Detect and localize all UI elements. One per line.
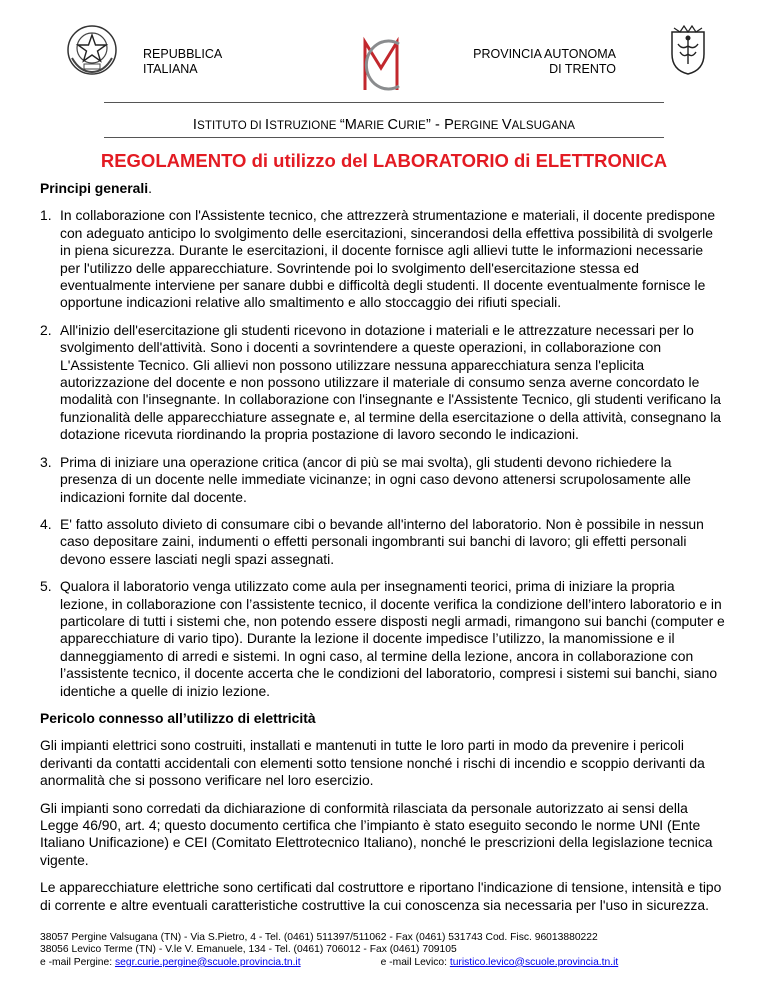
footer (40, 932, 740, 969)
list-item: 2. All'inizio dell'esercitazione gli studenti ricevono in dotazione i materiali e le attrezzature necessari per lo svolgimento dell'attività. Sono i docenti a sovrintendere a queste operazioni, in collaborazione con L'Assistente Tecnico. Gli allievi non possono utilizzare nessuna apparecchiatura senza l'eplicita autorizzazione del docente e non possono utilizzare il materiale di consumo senza averne concordato le modalità con l'insegnante. In collaborazione con l'insegnante e l'Assistente Tecnico, gli studenti verificano la funzionalità delle apparecchiature assegnate e, al termine della esercitazione o della attività, consegnano la dotazione ricevuta riordinando la propria postazione di lavoro secondo le indicazioni. (40, 321, 721, 443)
electricity-paragraph: Gli impianti elettrici sono costruiti, installati e mantenuti in tutte le loro parti in modo da prevenire i pericoli derivanti da contatti accidentali con elementi sotto tensione nonché i rischi di incendio e scoppio derivanti da anormalità che si possono verificare nel loro esercizio. (40, 737, 705, 789)
republic-line-1: REPUBBLICA (143, 47, 223, 61)
section-heading-electricity: Pericolo connesso all’utilizzo di elettricità (40, 709, 316, 726)
header-bottom-rule (104, 137, 664, 138)
province-line-1: PROVINCIA AUTONOMA (473, 47, 616, 61)
email-pergine-link[interactable]: segr.curie.pergine@scuole.provincia.tn.it (114, 956, 301, 968)
trento-eagle-crest-icon (668, 24, 708, 76)
email-levico-link[interactable]: turistico.levico@scuole.provincia.tn.it (449, 956, 619, 968)
republic-line-2: ITALIANA (143, 62, 198, 76)
list-item: 5. Qualora il laboratorio venga utilizzato come aula per insegnamenti teorici, prima di iniziare la propria lezione, in collaborazione con l’assistente tecnico, il docente verifica la condizione dell’intero laboratorio e in particolare di tutti i sistemi che, non potendo essere disposti negli armadi, rimangono sui banchi (computer e apparecchiature di vario tipo). Durante la lezione il docente impedisce l’utilizzo, la manomissione e il danneggiamento di arredi e sistemi. In ogni caso, al termine della lezione, ancora in collaborazione con l’assistente tecnico, il docente accerta che le condizioni del laboratorio, compresi i sistemi sui banchi, siano identiche a quelle di inizio lezione. (40, 578, 725, 699)
italian-republic-emblem-icon (66, 24, 118, 76)
footer-address-pergine: 38057 Pergine Valsugana (TN) - Via S.Pietro, 4 - Tel. (0461) 511397/511062 - Fax (0461) 531743 Cod. Fisc. 96013880222 (40, 932, 598, 943)
electricity-paragraph: Gli impianti sono corredati da dichiarazione di conformità rilasciata da personale autorizzato ai sensi della Legge 46/90, art. 4; questo documento certifica che l’impianto è stato eseguito secondo le norme UNI (Ente Italiano Unificazione) e CEI (Comitato Elettrotecnico Italiano), nonché le prescrizioni della legislazione tecnica vigente. (40, 799, 713, 868)
footer-address-levico: 38056 Levico Terme (TN) - V.le V. Emanuele, 134 - Tel. (0461) 706012 - Fax (0461) 709105 (40, 944, 457, 956)
marie-curie-logo-icon (355, 28, 407, 100)
section-heading-principles: Principi generali. (40, 180, 152, 196)
document-body (40, 180, 726, 924)
document-title: REGOLAMENTO di utilizzo del LABORATORIO di ELETTRONICA (100, 150, 668, 171)
principles-list (40, 207, 726, 700)
email-pergine-label: e -mail Pergine: (40, 956, 115, 968)
footer-emails (40, 957, 740, 969)
province-line-2: DI TRENTO (549, 62, 616, 76)
header-left-text (143, 47, 222, 77)
electricity-paragraph: Le apparecchiature elettriche sono certificati dal costruttore e riportano l'indicazione di tensione, intensità e tipo di corrente e altre eventuali caratteristiche costruttive la cui conoscenza sia necessaria per l'uso in sicurezza. (40, 879, 722, 913)
header-top-rule (104, 102, 664, 103)
email-levico-label: e -mail Levico: (380, 956, 450, 968)
header-right-text (473, 47, 616, 77)
list-item: 3. Prima di iniziare una operazione critica (ancor di più se mai svolta), gli studenti devono richiedere la presenza di un docente nelle immediate vicinanze; in ogni caso devono attenersi scrupolosamente alle indicazioni fornite dal docente. (40, 453, 691, 505)
school-name: ISTITUTO DI ISTRUZIONE “MARIE CURIE” - PERGINE VALSUGANA (192, 117, 576, 133)
list-item: 4. E' fatto assoluto divieto di consumare cibi o bevande all'interno del laboratorio. Non è possibile in nessun caso depositare zaini, indumenti o effetti personali ingombranti sui banchi di lavoro; gli effetti personali devono essere lasciati negli spazi assegnati. (40, 515, 704, 567)
list-item: 1. In collaborazione con l'Assistente tecnico, che attrezzerà strumentazione e materiali, il docente predispone con adeguato anticipo lo svolgimento delle esercitazioni, sincerandosi della effettiva possibilità di svolgerle in piena sicurezza. Durante le esercitazioni, il docente fornisce agli allievi tutte le informazioni necessarie per l'utilizzo delle apparecchiature. Sovrintende poi lo svolgimento dell'esercitazione stessa ed eventualmente interviene per sanare dubbi e difficoltà degli studenti. Il docente eventualmente fornisce le opportune indicazioni relative allo smaltimento e allo stoccaggio dei rifiuti speciali. (40, 207, 716, 311)
